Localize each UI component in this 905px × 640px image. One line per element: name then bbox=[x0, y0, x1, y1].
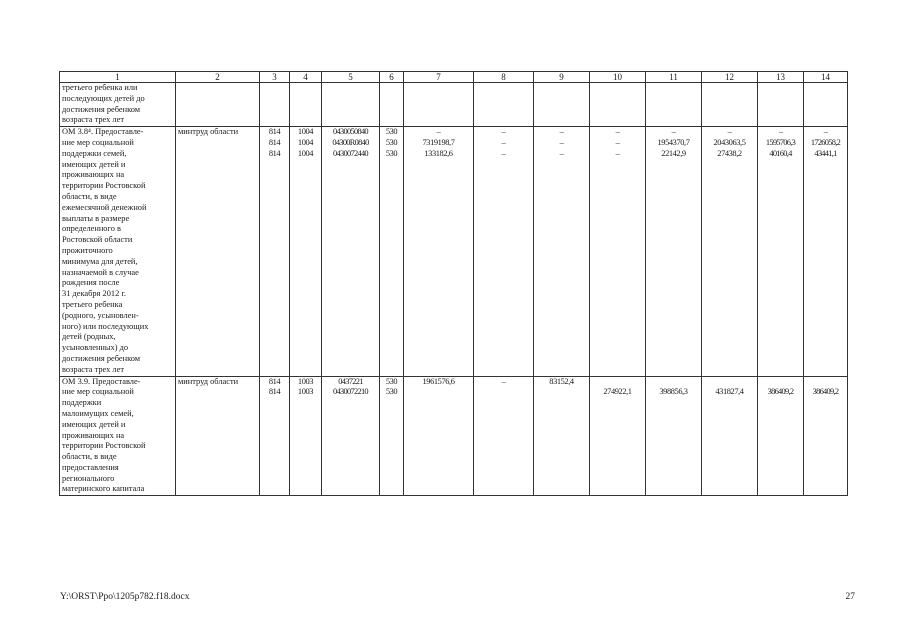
budget-table bbox=[59, 71, 848, 496]
column-header: 10 bbox=[590, 72, 646, 83]
measure-description: ОМ 3.9. Предоставле- ние мер социальной поддержки малоимущих семей, имеющих детей и проживающих на территории Ростовской области, в виде предоставления регионального материнского капитала bbox=[60, 376, 176, 496]
page-number: 27 bbox=[845, 592, 855, 602]
footer-file-path: Y:\ORST\Ppo\1205p782.f18.docx bbox=[60, 592, 190, 602]
column-header: 1 bbox=[60, 72, 176, 83]
executor-cell: минтруд области bbox=[176, 127, 260, 376]
value-cell: – – – bbox=[590, 127, 646, 376]
value-cell: – 2043063,5 27438,2 bbox=[702, 127, 758, 376]
column-header: 14 bbox=[804, 72, 848, 83]
column-header: 12 bbox=[702, 72, 758, 83]
rzpr-cell: 1003 1003 bbox=[290, 376, 322, 496]
column-header: 3 bbox=[260, 72, 290, 83]
value-cell: 1961576,6 bbox=[404, 376, 474, 496]
value-cell: 274922,1 bbox=[603, 387, 632, 397]
column-header: 4 bbox=[290, 72, 322, 83]
csr-cell: 0430050840 04300R0840 0430072440 bbox=[322, 127, 380, 376]
grbs-cell: 814 814 814 bbox=[260, 127, 290, 376]
executor-cell: минтруд области bbox=[176, 376, 260, 496]
value-cell: 386409,2 bbox=[767, 387, 794, 397]
column-header: 13 bbox=[758, 72, 804, 83]
measure-description: ОМ 3.8⁴. Предоставле- ние мер социальной поддержки семей, имеющих детей и проживающих на территории Ростовской области, в виде ежемесячной денежной выплаты в размере определенного в Ростовской области прожиточного минимума для детей, назначаемой в случае рождения после 31 декабря 2012 г. третьего ребенка (родного, усыновлен- ного) или последующих детей (родных, усыновленных) до достижения ребенком возраста трех лет bbox=[60, 127, 176, 376]
measure-description: третьего ребенка или последующих детей до достижения ребенком возраста трех лет bbox=[60, 83, 176, 127]
value-cell: – bbox=[474, 376, 534, 496]
table-row bbox=[60, 376, 848, 496]
value-cell: – 1954370,7 22142,9 bbox=[646, 127, 702, 376]
value-cell: 398856,3 bbox=[659, 387, 688, 397]
value-cell: 386409,2 bbox=[812, 387, 839, 397]
value-cell: – – – bbox=[534, 127, 590, 376]
rzpr-cell: 1004 1004 1004 bbox=[290, 127, 322, 376]
value-cell: – – – bbox=[474, 127, 534, 376]
vr-cell: 530 530 bbox=[380, 376, 404, 496]
column-header: 2 bbox=[176, 72, 260, 83]
table-row bbox=[60, 127, 848, 376]
value-cell: – 1726058,2 43441,1 bbox=[804, 127, 848, 376]
column-header: 8 bbox=[474, 72, 534, 83]
value-cell: – 1595706,3 40160,4 bbox=[758, 127, 804, 376]
vr-cell: 530 530 530 bbox=[380, 127, 404, 376]
value-cell: 83152,4 bbox=[534, 376, 590, 496]
table-header-row bbox=[60, 72, 848, 83]
table-row bbox=[60, 83, 848, 127]
column-header: 5 bbox=[322, 72, 380, 83]
value-cell: 431827,4 bbox=[715, 387, 744, 397]
column-header: 9 bbox=[534, 72, 590, 83]
column-header: 11 bbox=[646, 72, 702, 83]
grbs-cell: 814 814 bbox=[260, 376, 290, 496]
value-cell: – 7319198,7 133182,6 bbox=[404, 127, 474, 376]
csr-cell: 0437221 0430072210 bbox=[322, 376, 380, 496]
column-header: 6 bbox=[380, 72, 404, 83]
column-header: 7 bbox=[404, 72, 474, 83]
